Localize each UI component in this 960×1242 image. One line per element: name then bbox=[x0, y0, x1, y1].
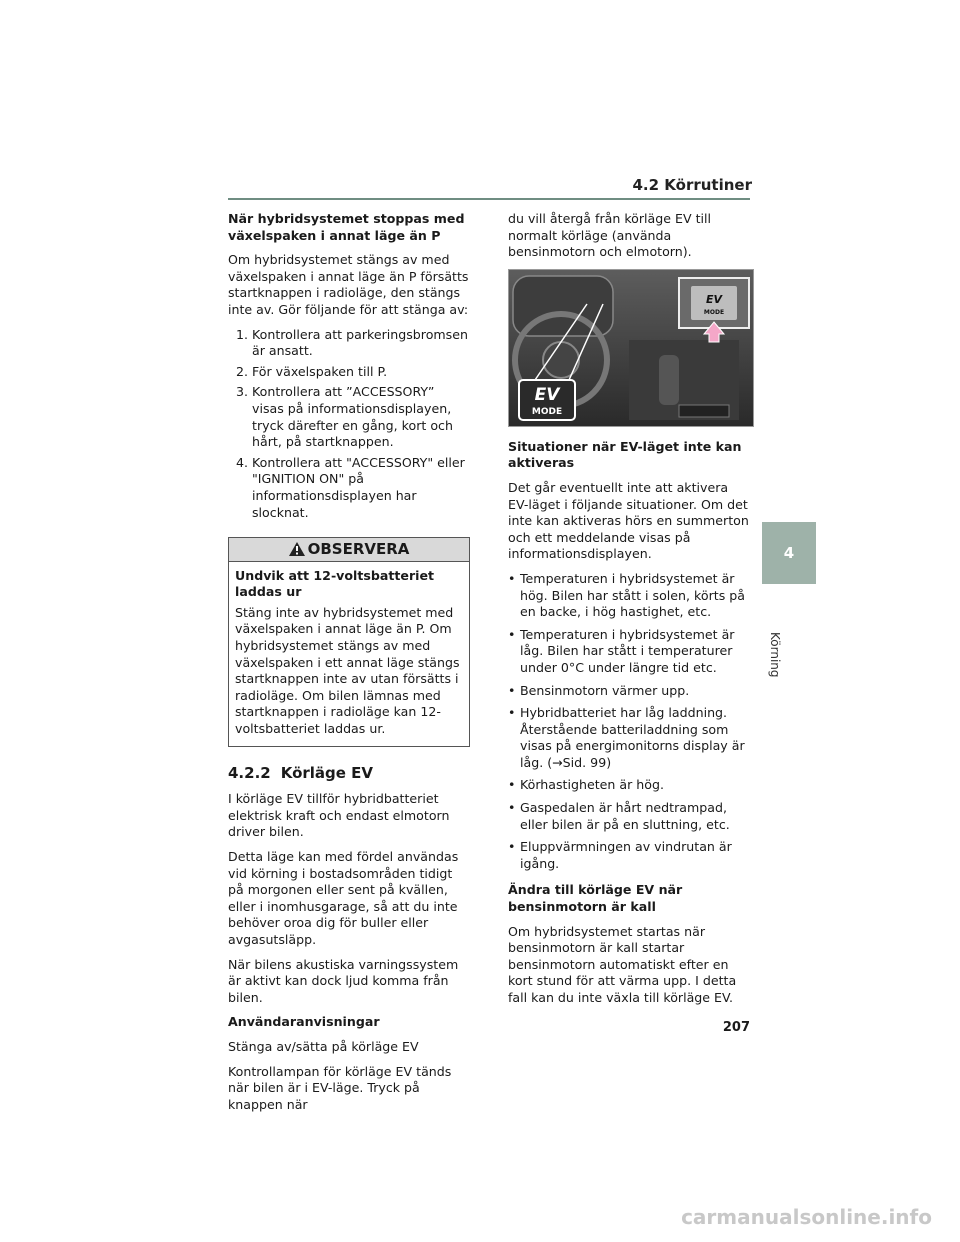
list-item: • Temperaturen i hybridsystemet är låg. Bilen har stått i temperaturer under 0°C under längre tid etc. bbox=[508, 626, 735, 675]
list-item: • Bensinmotorn värmer upp. bbox=[508, 682, 690, 698]
caution-box bbox=[228, 537, 470, 747]
paragraph: I körläge EV tillför hybridbatteriet elektrisk kraft och endast elmotorn driver bilen. bbox=[228, 791, 450, 840]
warning-icon bbox=[289, 542, 305, 556]
caution-text: Stäng inte av hybridsystemet med växelspaken i annat läge än P. Om hybridsystemet stängs av med växelspaken i ett annat läge stängs startknappen inte av utan försätts i radioläge. Om bilen lämnas med startknappen i radioläge kan 12-voltsbatteriet laddas ur. bbox=[235, 604, 460, 737]
paragraph: Detta läge kan med fördel användas vid körning i bostadsområden tidigt på morgonen eller sent på kvällen, eller i inomhusgarage, så att du inte behöver oroa dig för buller eller avgasutsläpp. bbox=[228, 849, 459, 947]
list-item: 4. Kontrollera att "ACCESSORY" eller "IGNITION ON" på informationsdisplayen har slocknat. bbox=[236, 454, 465, 520]
chapter-tab: 4 bbox=[762, 522, 816, 584]
mode-small-label: MODE bbox=[703, 308, 725, 316]
list-item: 1. Kontrollera att parkeringsbromsen är ansatt. bbox=[236, 326, 468, 359]
list-item: • Körhastigheten är hög. bbox=[508, 777, 664, 793]
ev-mode-button-photo bbox=[508, 269, 754, 427]
heading-stop-hybrid: När hybridsystemet stoppas med växelspaken i annat läge än P bbox=[228, 211, 465, 243]
paragraph: Om hybridsystemet startas när bensinmotorn är kall startar bensinmotorn automatiskt efter en kort stund för att värma upp. I detta fall kan du inte växla till körläge EV. bbox=[508, 923, 737, 1005]
list-item: • Gaspedalen är hårt nedtrampad, eller bilen är på en sluttning, etc. bbox=[508, 800, 730, 832]
right-column bbox=[508, 211, 752, 1015]
caution-header bbox=[229, 538, 469, 562]
ev-small-label: EV bbox=[705, 292, 723, 306]
paragraph: Stänga av/sätta på körläge EV bbox=[228, 1038, 419, 1054]
page-number: 207 bbox=[722, 1020, 750, 1035]
mode-large-label: MODE bbox=[531, 406, 563, 417]
left-column bbox=[228, 211, 470, 1121]
paragraph: Det går eventuellt inte att aktivera EV-läget i följande situationer. Om det inte kan aktiveras hörs en summerton och ett meddelande visas på informationsdisplayen. bbox=[508, 479, 749, 562]
paragraph: du vill återgå från körläge EV till normalt körläge (använda bensinmotorn och elmotorn). bbox=[508, 211, 712, 260]
ev-large-label: EV bbox=[534, 384, 560, 405]
list-item: • Eluppvärmningen av vindrutan är igång. bbox=[508, 839, 732, 871]
list-item: • Hybridbatteriet har låg laddning. Återstående batteriladdning som visas på energimonitorns display är låg. (→Sid. 99) bbox=[508, 705, 745, 770]
list-item: 2. För växelspaken till P. bbox=[236, 363, 388, 379]
chapter-label: Körning bbox=[768, 632, 782, 678]
bullet-list bbox=[508, 571, 752, 873]
caution-title: OBSERVERA bbox=[307, 540, 410, 559]
header-rule bbox=[228, 198, 750, 200]
list-item: 3. Kontrollera att ”ACCESSORY” visas på informationsdisplayen, tryck därefter en gång, kort och hårt, på startknappen. bbox=[236, 384, 453, 450]
section-heading: 4.2.2 Körläge EV bbox=[228, 763, 374, 782]
watermark-text: carmanualsonline.info bbox=[681, 1205, 932, 1229]
paragraph: Kontrollampan för körläge EV tänds när bilen är i EV-läge. Tryck på knappen när bbox=[228, 1063, 452, 1112]
numbered-steps bbox=[228, 327, 470, 522]
heading-ev-not-activated: Situationer när EV-läget inte kan aktiveras bbox=[508, 438, 742, 471]
heading-user-instructions: Användaranvisningar bbox=[228, 1014, 380, 1030]
heading-cold-engine: Ändra till körläge EV när bensinmotorn är kall bbox=[508, 882, 683, 915]
caution-subtitle: Undvik att 12-voltsbatteriet laddas ur bbox=[235, 567, 435, 600]
list-item: • Temperaturen i hybridsystemet är hög. Bilen har stått i solen, körts på en backe, i hög hastighet, etc. bbox=[508, 570, 745, 620]
paragraph: Om hybridsystemet stängs av med växelspaken i annat läge än P försätts startknappen i radioläge, den stängs inte av. Gör följande för att stänga av: bbox=[228, 252, 469, 317]
paragraph: När bilens akustiska varningssystem är aktivt kan dock ljud komma från bilen. bbox=[228, 956, 459, 1005]
section-header-title: 4.2 Körrutiner bbox=[632, 176, 752, 194]
